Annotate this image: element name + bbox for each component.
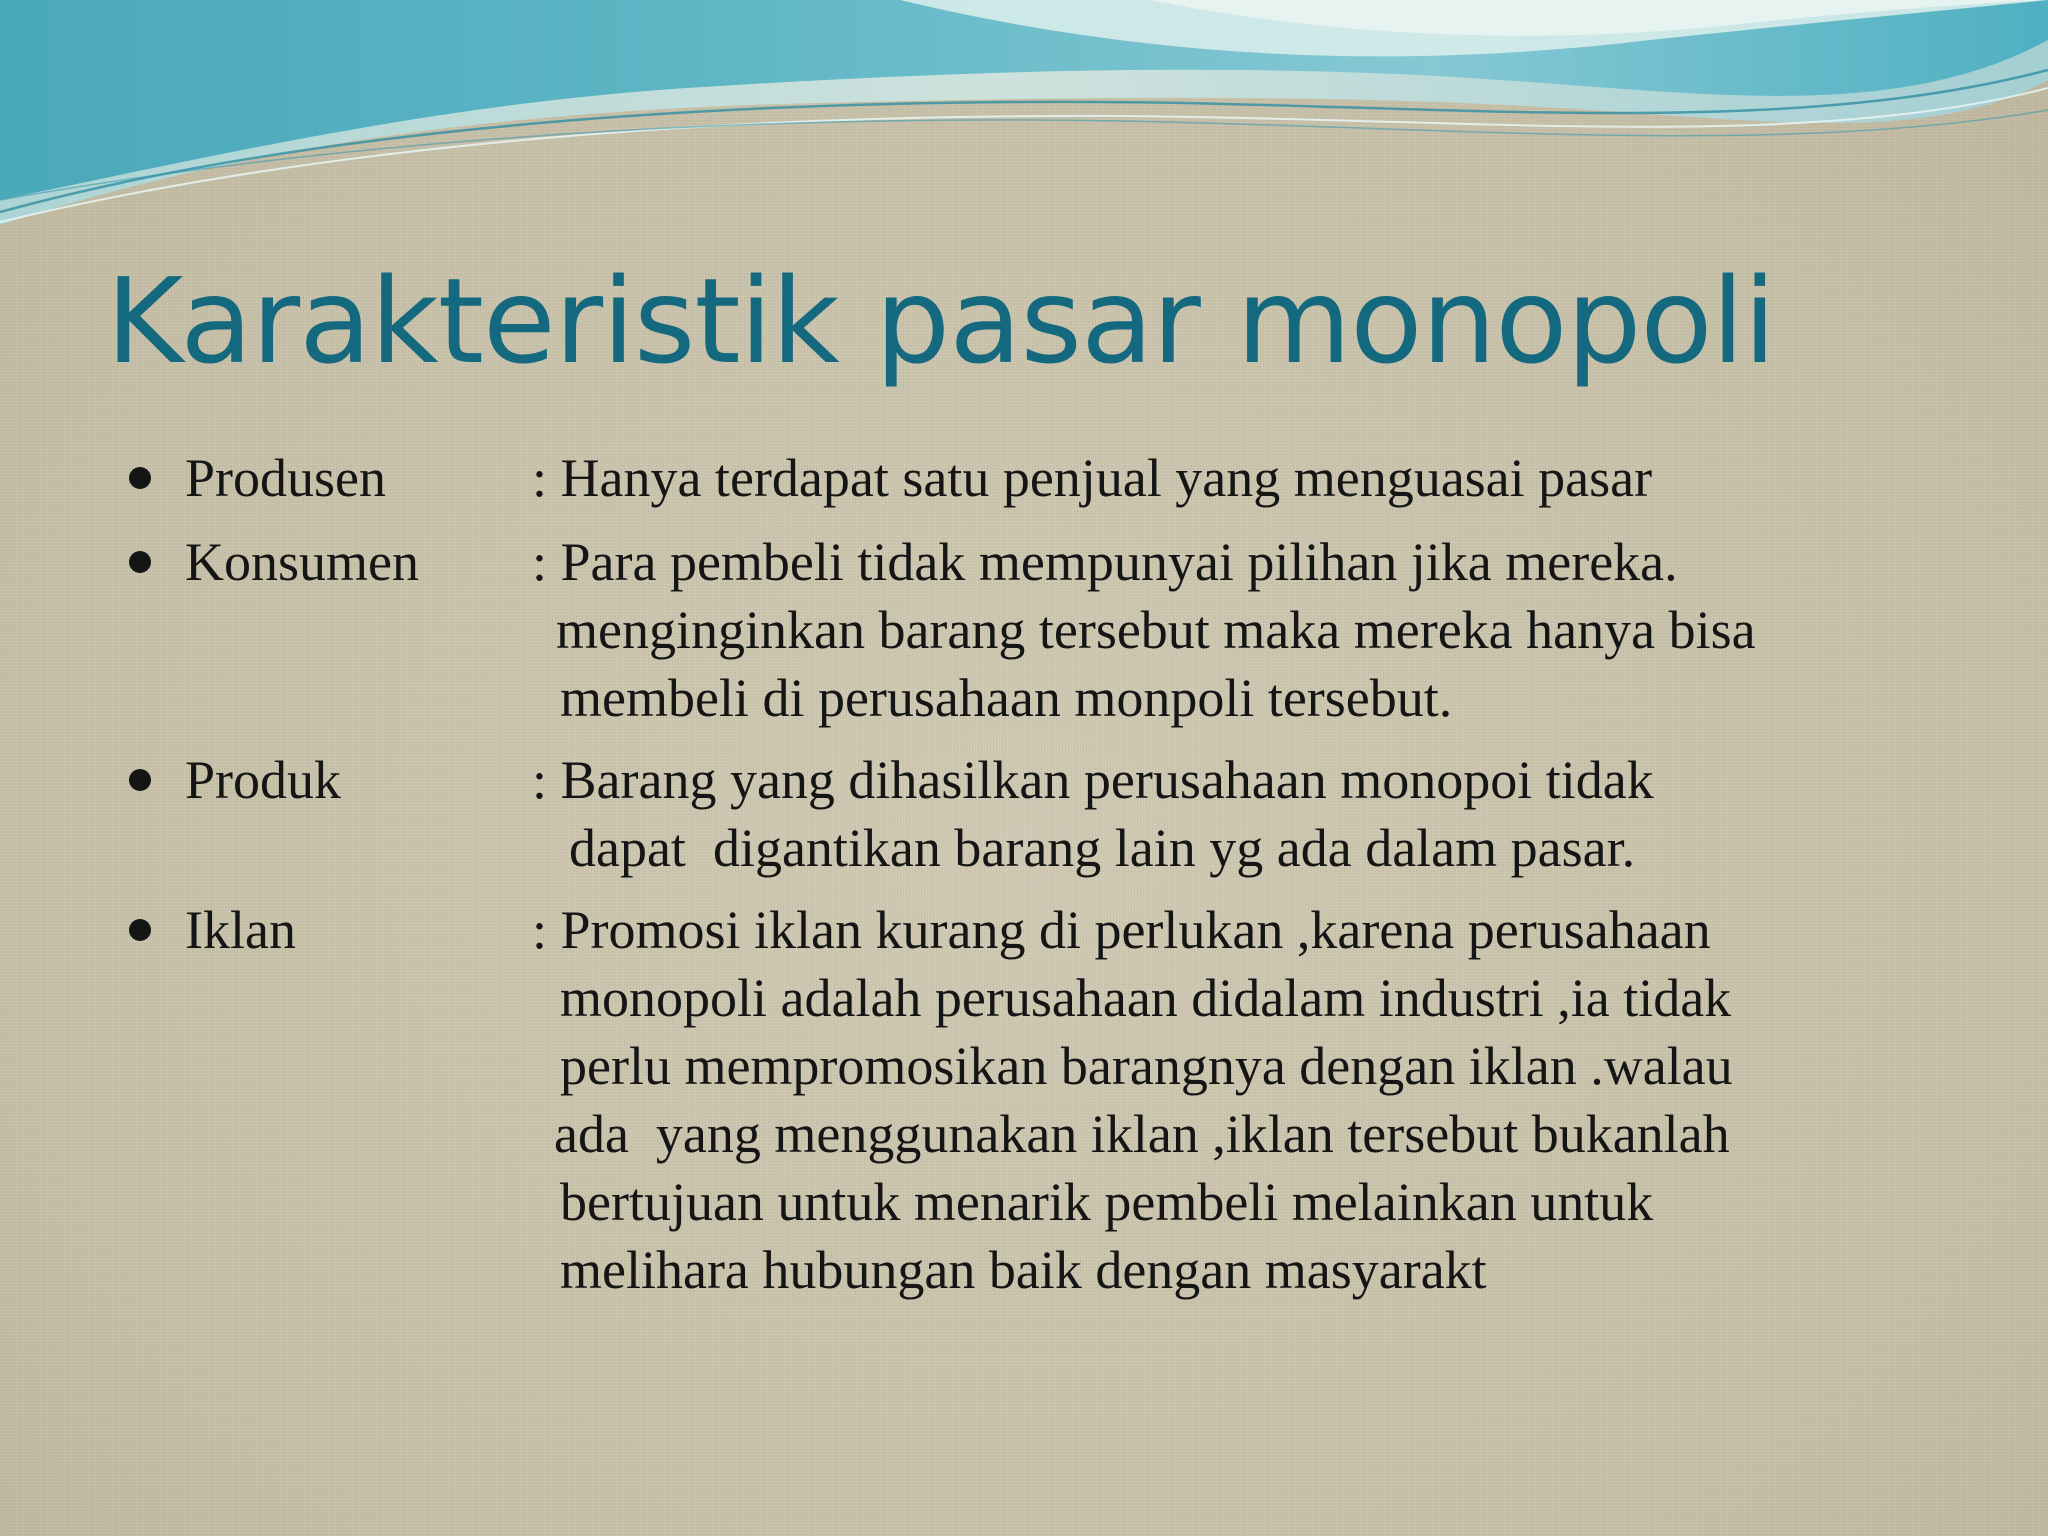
slide-title: Karakteristik pasar monopoli — [106, 252, 1776, 390]
item-label: Produsen — [185, 448, 386, 508]
item-text-line: dapat digantikan barang lain yg ada dalam pasar. — [569, 818, 1636, 878]
bullet-icon — [129, 919, 151, 941]
item-text-line: melihara hubungan baik dengan masyarakt — [560, 1240, 1487, 1300]
bullet-icon — [129, 769, 151, 791]
bullet-icon — [129, 551, 151, 573]
item-label: Konsumen — [185, 532, 419, 592]
item-text-line: bertujuan untuk menarik pembeli melainkan untuk — [560, 1172, 1654, 1232]
item-label: Iklan — [185, 900, 296, 960]
item-text-line: : Hanya terdapat satu penjual yang menguasai pasar — [532, 448, 1653, 508]
item-text-line: : Para pembeli tidak mempunyai pilihan jika mereka. — [532, 532, 1678, 592]
item-text-line: ada yang menggunakan iklan ,iklan tersebut bukanlah — [554, 1104, 1730, 1164]
item-text-line: monopoli adalah perusahaan didalam industri ,ia tidak — [560, 968, 1732, 1028]
item-text-line: perlu mempromosikan barangnya dengan iklan .walau — [560, 1036, 1733, 1096]
item-text-line: membeli di perusahaan monpoli tersebut. — [560, 668, 1453, 728]
item-label: Produk — [185, 750, 342, 810]
item-text-line: : Promosi iklan kurang di perlukan ,karena perusahaan — [532, 900, 1711, 960]
item-text-line: : Barang yang dihasilkan perusahaan monopoi tidak — [532, 750, 1654, 810]
bullet-icon — [129, 467, 151, 489]
item-text-line: menginginkan barang tersebut maka mereka hanya bisa — [556, 600, 1756, 660]
